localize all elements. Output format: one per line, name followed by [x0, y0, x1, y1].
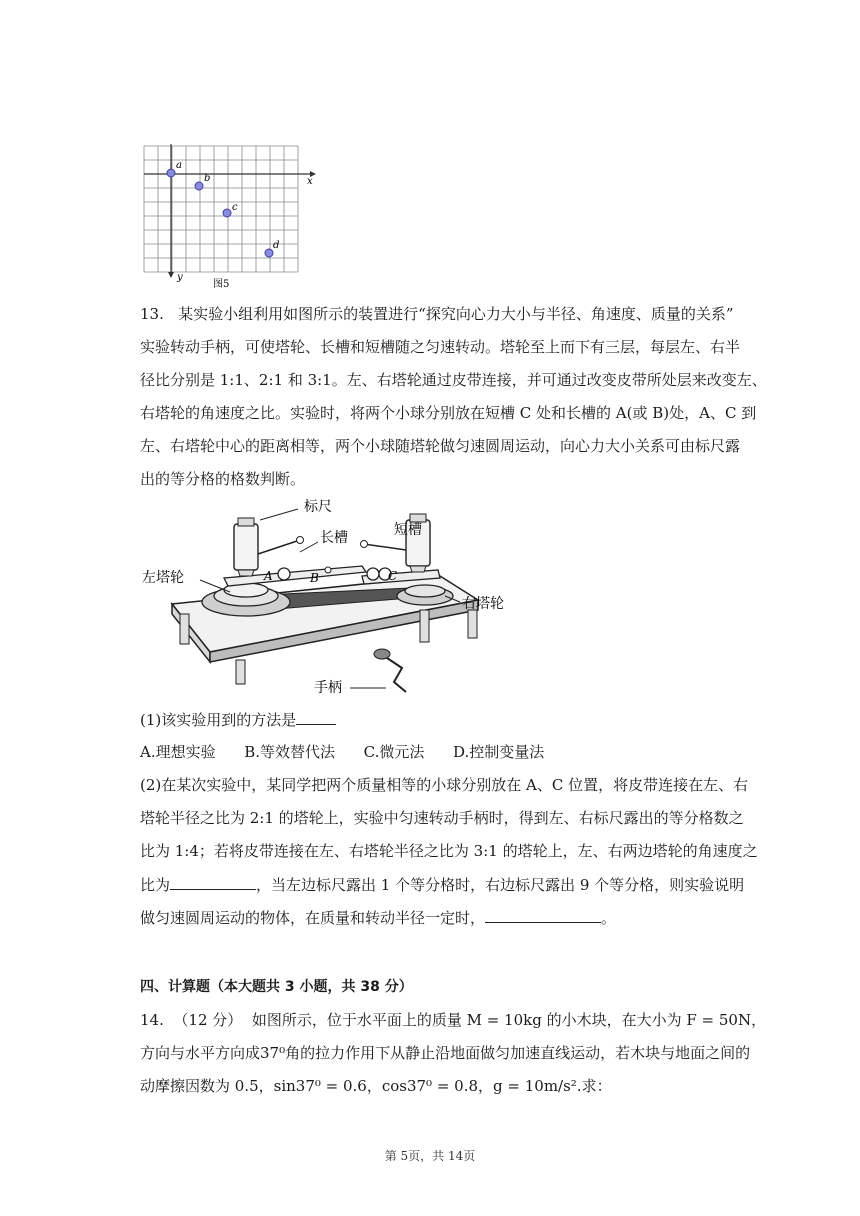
q13-line1: [140, 303, 780, 325]
q13-sub2-line5-a: 做匀速圆周运动的物体，在质量和转动半径一定时，: [140, 909, 486, 927]
q14-line1: [140, 1009, 780, 1031]
option-D: D.控制变量法: [452, 743, 545, 761]
y-axis-label: y: [177, 272, 183, 283]
option-C: C.微元法: [363, 743, 425, 761]
grid-lines: [144, 146, 298, 272]
q13-line6: 出的等分格的格数判断。: [140, 470, 306, 488]
leg-3: [420, 610, 429, 642]
left-ruler-column: [234, 524, 258, 570]
left-lever-pivot: [297, 537, 304, 544]
point-c-label: c: [232, 202, 238, 213]
leg-2: [236, 660, 245, 684]
handle-crank: [384, 656, 406, 692]
q13-line3: 径比分别是 1:1、2:1 和 3:1。左、右塔轮通过皮带连接，并可通过改变皮带所处层来改变左、: [140, 371, 767, 389]
q13-sub2-blank-ratio: [170, 873, 256, 890]
q14-line2: 方向与水平方向成37⁰角的拉力作用下从静止沿地面做匀加速直线运动，若木块与地面之间的: [140, 1044, 751, 1062]
section4-heading: 四、计算题（本大题共 3 小题，共 38 分）: [140, 979, 413, 995]
label-ruler: 标尺: [304, 499, 332, 515]
figure5-grid: [140, 140, 320, 290]
ball-A: [278, 568, 290, 580]
leader-ruler: [260, 509, 298, 520]
q13-sub2-line4-a: 比为: [140, 876, 171, 894]
point-d-label: d: [273, 240, 280, 251]
label-B: B: [310, 571, 319, 585]
q13-sub2-line5-b: 。: [601, 909, 617, 927]
q14-text-1: 如图所示，位于水平面上的质量 M = 10kg 的小木块，在大小为 F = 50N，: [251, 1011, 767, 1029]
right-lever: [364, 544, 406, 550]
long-slot-end-pin: [325, 567, 331, 573]
q13-line5: 左、右塔轮中心的距离相等，两个小球随塔轮做匀速圆周运动，向心力大小关系可由标尺露: [140, 437, 741, 455]
q13-sub2-blank-conclusion: [485, 906, 601, 923]
label-left-wheel: 左塔轮: [142, 570, 184, 586]
q13-sub1-blank: [296, 708, 336, 725]
q13-sub2-line4: [140, 873, 780, 896]
point-c: [223, 209, 231, 217]
centripetal-apparatus-figure: [140, 492, 540, 702]
right-tower-wheel-top: [405, 585, 445, 597]
q13-line4: 右塔轮的角速度之比。实验时，将两个小球分别放在短槽 C 处和长槽的 A(或 B)处，A、C 到: [140, 404, 757, 422]
x-axis-label: x: [307, 176, 313, 187]
y-axis-arrow-icon: [168, 272, 174, 278]
left-ruler-cap: [238, 518, 254, 526]
left-lever: [258, 540, 300, 554]
label-A: A: [264, 569, 273, 583]
q13-sub2-line1: (2)在某次实验中，某同学把两个质量相等的小球分别放在 A、C 位置，将皮带连接在左、右: [140, 776, 749, 794]
q13-sub2-line4-b: ，当左边标尺露出 1 个等分格时，右边标尺露出 9 个等分格，则实验说明: [256, 876, 745, 894]
q13-options: [140, 741, 780, 763]
q13-sub1: [140, 708, 780, 731]
label-short-slot: 短槽: [394, 522, 422, 538]
q13-sub1-text: (1)该实验用到的方法是: [140, 711, 297, 729]
right-ruler-spring: [410, 566, 426, 572]
q13-sub2-line5: [140, 906, 780, 929]
left-ruler-spring: [238, 570, 254, 576]
label-handle: 手柄: [314, 680, 342, 696]
option-A: A.理想实验: [140, 743, 216, 761]
point-a-label: a: [176, 160, 182, 171]
figure5-caption: 图5: [213, 279, 230, 290]
ball-C-left: [367, 568, 379, 580]
right-ruler-cap: [410, 514, 426, 522]
leg-4: [468, 610, 477, 638]
label-long-slot: 长槽: [320, 530, 348, 546]
q13-line2: 实验转动手柄，可使塔轮、长槽和短槽随之匀速转动。塔轮至上而下有三层，每层左、右半: [140, 338, 741, 356]
point-b-label: b: [204, 173, 211, 184]
q13-sub2-line3: 比为 1:4；若将皮带连接在左、右塔轮半径之比为 3:1 的塔轮上，左、右两边塔轮的角速度之: [140, 842, 758, 860]
point-a: [167, 169, 175, 177]
right-lever-pivot: [361, 541, 368, 548]
q14-score: （12 分）: [173, 1011, 243, 1029]
option-B: B.等效替代法: [244, 743, 336, 761]
label-right-wheel: 右塔轮: [462, 596, 504, 612]
leg-1: [180, 614, 189, 644]
page-footer: 第 5页，共 14页: [384, 1149, 476, 1163]
label-C: C: [388, 569, 398, 583]
handle-hub: [374, 649, 390, 659]
point-b: [195, 182, 203, 190]
leader-long-slot: [300, 542, 318, 552]
q14-number: 14.: [140, 1011, 164, 1029]
q13-sub2-line2: 塔轮半径之比为 2:1 的塔轮上，实验中匀速转动手柄时，得到左、右标尺露出的等分格数之: [140, 809, 744, 827]
q13-number: 13.: [140, 305, 164, 323]
q13-text-1: 某实验小组利用如图所示的装置进行“探究向心力大小与半径、角速度、质量的关系”: [178, 305, 734, 323]
point-d: [265, 249, 273, 257]
q14-line3: 动摩擦因数为 0.5，sin37⁰ = 0.6，cos37⁰ = 0.8，g = 10m/s².求：: [140, 1077, 612, 1095]
